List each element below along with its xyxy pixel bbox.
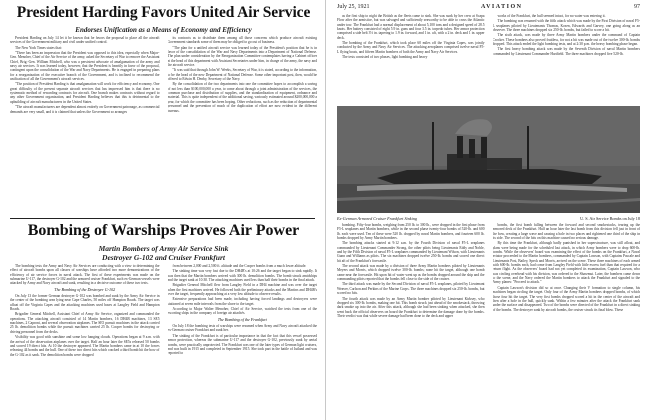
paragraph: The sinking of the Frankfurt is of particular importance in that the fact that this vessel possessed armor protection, whereas the submarine U-117 and the destroyer G-102, previously sunk by aerial bombs, were practically unprotected. The Frankfurt was one of the later types of German light cruisers, and was built in 1915 and completed in September 1915. She took part in the battle of Jutland and was reported to [167,333,317,356]
photo-caption [337,216,640,221]
paragraph: The bombing attacks started at 9:12 a.m. by the Fourth Division of naval F5-L seaplanes commanded by Lieutenant Commander Strong, the other pilots being Lieutenants Eddy and Noble, and by the Fifth Division of naval F5-L seaplanes commanded by Lieutenant Wilson, with Lieutenants Gunn and Williams as pilots. The six machines dropped twelve 250-lb. bombs and scored one direct hit aft of the Frankfurt's forecastle. [337,241,485,263]
paragraph: According to Major Walter Menoher, Chief of Air Service, watched the tests from one of the escorting ships in the company of foreign air attachés. [167,307,317,316]
article-harding-col-1 [10,36,160,216]
paragraph: "It was said that through John W. Weeks, Secretary of War, it is stated, according to the information, to be the head of the new Department of National Defense. Some other important post, then, would be offered to Edwin H. Denby, Secretary of the Navy. [167,68,317,82]
right-page [325,0,650,420]
paragraph: The fourth attack was made by an Army Martin bomber piloted by Lieutenant Kirksey, who dropped six 300-lb. bombs, making one hit. This bomb struck just ahead of the smokestack, throwing dark smoke up into the air. After this attack, although she had been sinking when attacked, she then went back the official observers on board the Frankfurt to determine the damage done by the bombs. Their verdict was that while severe damage had been done to the deck and upper [337,296,485,318]
paragraph: The sinking time was very fast due to the DH4B's at 10:26 and the target began to sink rapidly. It was then that the Martin bombers arrived with 300 lb. demolition bombs. The bomb struck amidships and the target sank at 10:30. The attacking machines used less than half their bombs in the final attack. [167,269,317,283]
paragraph: By the consolidation of the two departments into one the committee hopes to accomplish a saving of not less than $100,000,000 a year, to come about through a joint administration of the services, the common purchase and distribution of supplies, and the standardization of equipment, ordnance and material. This is quite independent of the additional saving, variously estimated around $200,000,000 a year, for which the committee has been hoping. Other reductions, such as the reduction of departmental personnel and the prevention of much of the duplication of effort are now evident in the different bureaus. [167,82,317,113]
paragraph: The bombing tests the Army and Navy Air Services are conducting with a view to determining the effect of aircraft bombs upon all classes of warships have afforded two more demonstrations of the efficiency of air service forces in naval attack. The first of these experiments was made on the submarine U-117, the destroyer G-102 and the armored cruiser Frankfurt, such ex-German vessels were attacked by Army and Navy aircraft and sunk, resulting in a decisive outcome of these two tests. [10,264,160,286]
article-continued-bottom [337,223,640,416]
article-bombing-col-2 [168,264,318,416]
ship-silhouette [337,106,640,213]
running-head [337,4,640,10]
headline-harding: President Harding Favors United Air Service [16,4,311,21]
paragraph: The first heavy bombing attack was made by the Seventh Division of naval Martin bombers commanded by Lieutenant Commander Hartfield. The three machines dropped five 520-lb. [492,47,640,56]
section-divider [10,218,315,219]
article-bombing [10,264,317,416]
paragraph: "The plan for a unified aircraft service was learned today of the President's position that he is in favor of the consolidation of the War and Navy Departments into a Department of National Defense. The plan under consideration by the Reorganization Committee contemplates having a Cabinet officer at the head of this department with Assistant Secretaries under him, in charge of the army, the navy and the aircraft service. [167,45,317,68]
paragraph: By this time the Frankfurt, although badly punished in her superstructure, was still afloat, and plans were being made for the scheduled last attack, in which Army bombers were to drop 600-lb. bombs. While the observers' board was examining the effect of the bombs on the Frankfurt, a Naval aviator proceeded to the Martin bombers, commanded by Captain Lawson, with Captains Pascale and Lieutenants Post, Bailey, Speck and Morris, arrived on the scene. These three machines of each armed with 600-lb. bombs each, had come from Langley Field with little excess fuel than that required for a return flight. As the observers' board had not yet completed its examination, Captain Lawson, who was circling overhead with his division, was ordered to the Shawmut. Later, the bombers came down to the scene, and the Navy ordered the Martin bombers to attack the Frankfurt and signaled to the Army planes: "Proceed to attack." [492,241,640,285]
issue-date: July 25, 1921 [337,4,370,10]
paragraph: The New York Times states that: [15,45,62,50]
subhead-harding: Endorses Unification as a Means of Economy and Efficiency [75,26,252,34]
section-heading: The Bombing of the Frankfurt [217,316,267,322]
paragraph: The bombing was resumed with the fifth attack which was made by the First Division of naval F5-L seaplanes piloted by Lieutenants Thomas, Kosen, Edwards and Garvey, one going along as an observer. The three machines dropped six 250-lb. bombs, but failed to score a hit. [492,19,640,33]
paragraph: works of the Frankfurt, the hull seemed intact, for no water was entering it. [497,14,606,18]
paragraph: On July 18 the bombing tests of warships were resumed when Army and Navy aircraft attacked the ex-German cruiser Frankfurt and sunk her. [167,324,317,333]
paragraph: bombing. Fifty-four bombs, weighing from 250 lb. to 300 lb., were dropped in the first phase from F5-L seaplanes and Martin bombers, while in the second phase twenty-four bombs of 520-lb. and 600 lb. each were used. Ten of these were 520 lb. dropped by naval Martin bombers, and fourteen 600 lb. bombs dropped by Army Martin bombers. [337,223,485,241]
section-heading: The Bombing of the Destroyer G-102 [54,286,116,292]
article-harding [10,36,317,216]
paragraph: The bombing of the Frankfurt, which took place 60 miles off the Virginia Capes, was jointly conducted by the Army and Navy Air Services. The attacking aeroplanes comprised twelve naval F5-L flying boats, and fifteen Martin bombers of both the Army and Navy Air Services. [337,41,485,54]
article-harding-col-2 [168,36,318,216]
headline-bombing: Bombing of Warships Proves Air Power [27,222,300,239]
bottom-col-1 [337,223,485,416]
paragraph: Visibility was good with sunshine and some low hanging clouds. Operations began at 9 a.m. with the arrival of the observation airplanes over the target. Half an hour later the SE5s released 50 bombs and scored 19 direct hits. At 10 the destroyer appeared. The Martin bombers came in at 10 the forces releasing 44 bombs and the hull. One of these two direct hits which cracked a third bomb hit the bow of the G-102 as it sank. The demolition bombs were dropped [10,335,160,357]
paragraph: "There has been an impression that the President was opposed to this idea, especially when Major-Gen. Menoher, Chief of the Air Service of the army, asked the Secretary of War to remove the Assistant Chief, Brig.-Gen. William Mitchell, who was a persistent advocate of amalgamation of the army and navy air services. It was learned today, however, that the President is heartily in favor of the proposal, contingent upon the consolidation of the War and Navy Departments. He is engaged in preparing plans for a reorganization of the executive branch of the Government, and is inclined to recommend the unification of all the Government's aircraft services. [10,51,160,82]
bottom-col-2 [493,223,641,416]
paragraph: "The position of President Harding is that amalgamation will work for efficiency and economy. One great difficulty of the present separate aircraft services that has impressed him is that there is no systematic method of rewarding contracts for aircraft. One branch makes contracts without regard to any other Government organization, and President Harding believes that this is detrimental to the upbuilding of aircraft manufacturers in the United States. [10,82,160,104]
photo-caption-left: Ex-German Armored Cruiser Frankfurt Sinking [337,216,418,221]
paragraph: "The aircraft manufacturers are dependent almost entirely on Government patronage, as commercial demands are very small, and it is claimed that unless the Government so arranges [10,105,160,114]
paragraph: from between 2,000 and 2,500 ft. altitude and the Cooper bombs from a much lower altitude. [172,264,307,268]
paragraph: The tests consisted of two phases, light bombing and heavy [342,55,428,60]
top-col-1 [337,14,485,104]
paragraph: On July 13 the former German destroyer G-102 was bombed and sunk by the Army Air Service in the center of the bombing area lying near Cape Charles, 50 miles off Hampton Roads. The target was afloat off the Virginia Capes and the attacking machines used bases at Langley Field and Hampton Roads. [10,294,160,312]
photo-caption-right: U. S. Air Service Bombs on July 18 [580,216,640,221]
paragraph: as the first ship to night the British as the fleets came to sink. She was sunk by her crew at Scapa Flow after the armistice, but was salvaged and sufficiently seaworthy to be able to cross the Atlantic under tow. The Frankfurt had a normal displacement of about 5,100 tons and a designed speed of 28.5 knots. Her battery consisted of eight 5.9 in. guns and four 3.5 in. torpedo tubes. Her armor protection comprised a side belt 3½ in. tapering to 1.9 in. forward, and 1 in. aft, with a 2 in. deck and 1 in. upper deck. [337,14,485,40]
paragraph: The third attack was made by the Second Division of naval F5-L seaplanes, piloted by Lieutenant Weaver, Carlson and Perkins of the Marine Corps. The three machines dropped six 250-lb. bombs, but scored no hits. [337,282,485,296]
subhead-bombing-1: Martin Bombers of Army Air Service Sink [98,244,229,253]
magazine-title: AVIATION [481,4,523,10]
paragraph: bombs, the first bomb falling between the forward and second smokestacks, tearing up the armored deck of the Frankfurt. Half an hour later the last bomb from this division fell just in front of the bow, creating a large wave and causing a hole in two places and rightened one third of the ship in its side. The second of the hits on this machine caused no serious damage. [492,223,640,241]
paragraph: its contracts as to distribute them among all those concerns which produce aircraft existing Government standards some of them may be obliged to go out of business. [167,36,317,45]
article-continued-top [337,14,640,104]
paragraph: President Harding on July 14 let it be known that he favors the proposal to place all the aircraft services of the Government military and civil under unified control. [10,36,160,45]
article-bombing-col-1 [10,264,160,416]
paragraph: The sixth attack, was made by three Army Martin bombers under the command of Captain Crocker. These bombers also proved fruitless, for not a hit was made out of the twelve 300-lb. bombs dropped. This attack ended the light bombing tests, and at 2:30 p.m. the heavy bombing phase began. [492,33,640,47]
page-number: 97 [634,4,640,10]
paragraph: Brigadier General Mitchell flew from Langley Field in a DH4 machine and was over the target when the first machines arrived. He followed both the preliminary attacks and the Martins and DH4B's over the target, frequently approaching at a very low altitude to observe results. [167,283,317,297]
paragraph: Brigadier General Mitchell, Assistant Chief of Army Air Service, organized and commanded the operations. The attacking aircraft consisted of 14 Martin bombers, 16 DH4B machines, 13 SE5 machines, 2 Caproni, and several observation airplanes. The SE5 pursuit machines in the attack carried 25 lb. demolition bombs while the pursuit machines carried 25 lb. Cooper bombs for destroying or driving personnel from the decks. [10,312,160,334]
top-col-2 [493,14,641,104]
paragraph: The second attack was made by a division of three Army Martin bombers piloted by Lieutenants Meyers and Morris, which dropped twelve 300-lb. bombs; none hit the target, although one bomb came near the forecastle. Hit upon hit of water went up as the bombs dropped around the ship and the commanding pilots reported that the bombs fell close to the side of the cruiser. [337,264,485,282]
subhead-bombing-2: Destroyer G-102 and Cruiser Frankfurt [102,253,225,262]
frankfurt-sinking-photo [337,106,640,213]
paragraph: Extensive preparations had been made, including having forced landings and destroyers were stationed at seven mile intervals from the shore to the target. [167,297,317,306]
paragraph: Captain Lawson's division did so at once. Changing their V formation to single column, his machines began circling the target. Only four of the Army Martin bombers dropped bombs, of which those four hit the target. The very first bombs dropped scored a hit in the center of the aircraft and then after a hole in the hull, quickly sank. Within a few minutes after the attack the Frankfurt sank under the surface and disappeared. Two of the bombs were directed of the Frankfurt in a direct sinking of the bombs. The destroyer sank by aircraft bombs, the cruiser struck its final blow. These [492,285,640,312]
